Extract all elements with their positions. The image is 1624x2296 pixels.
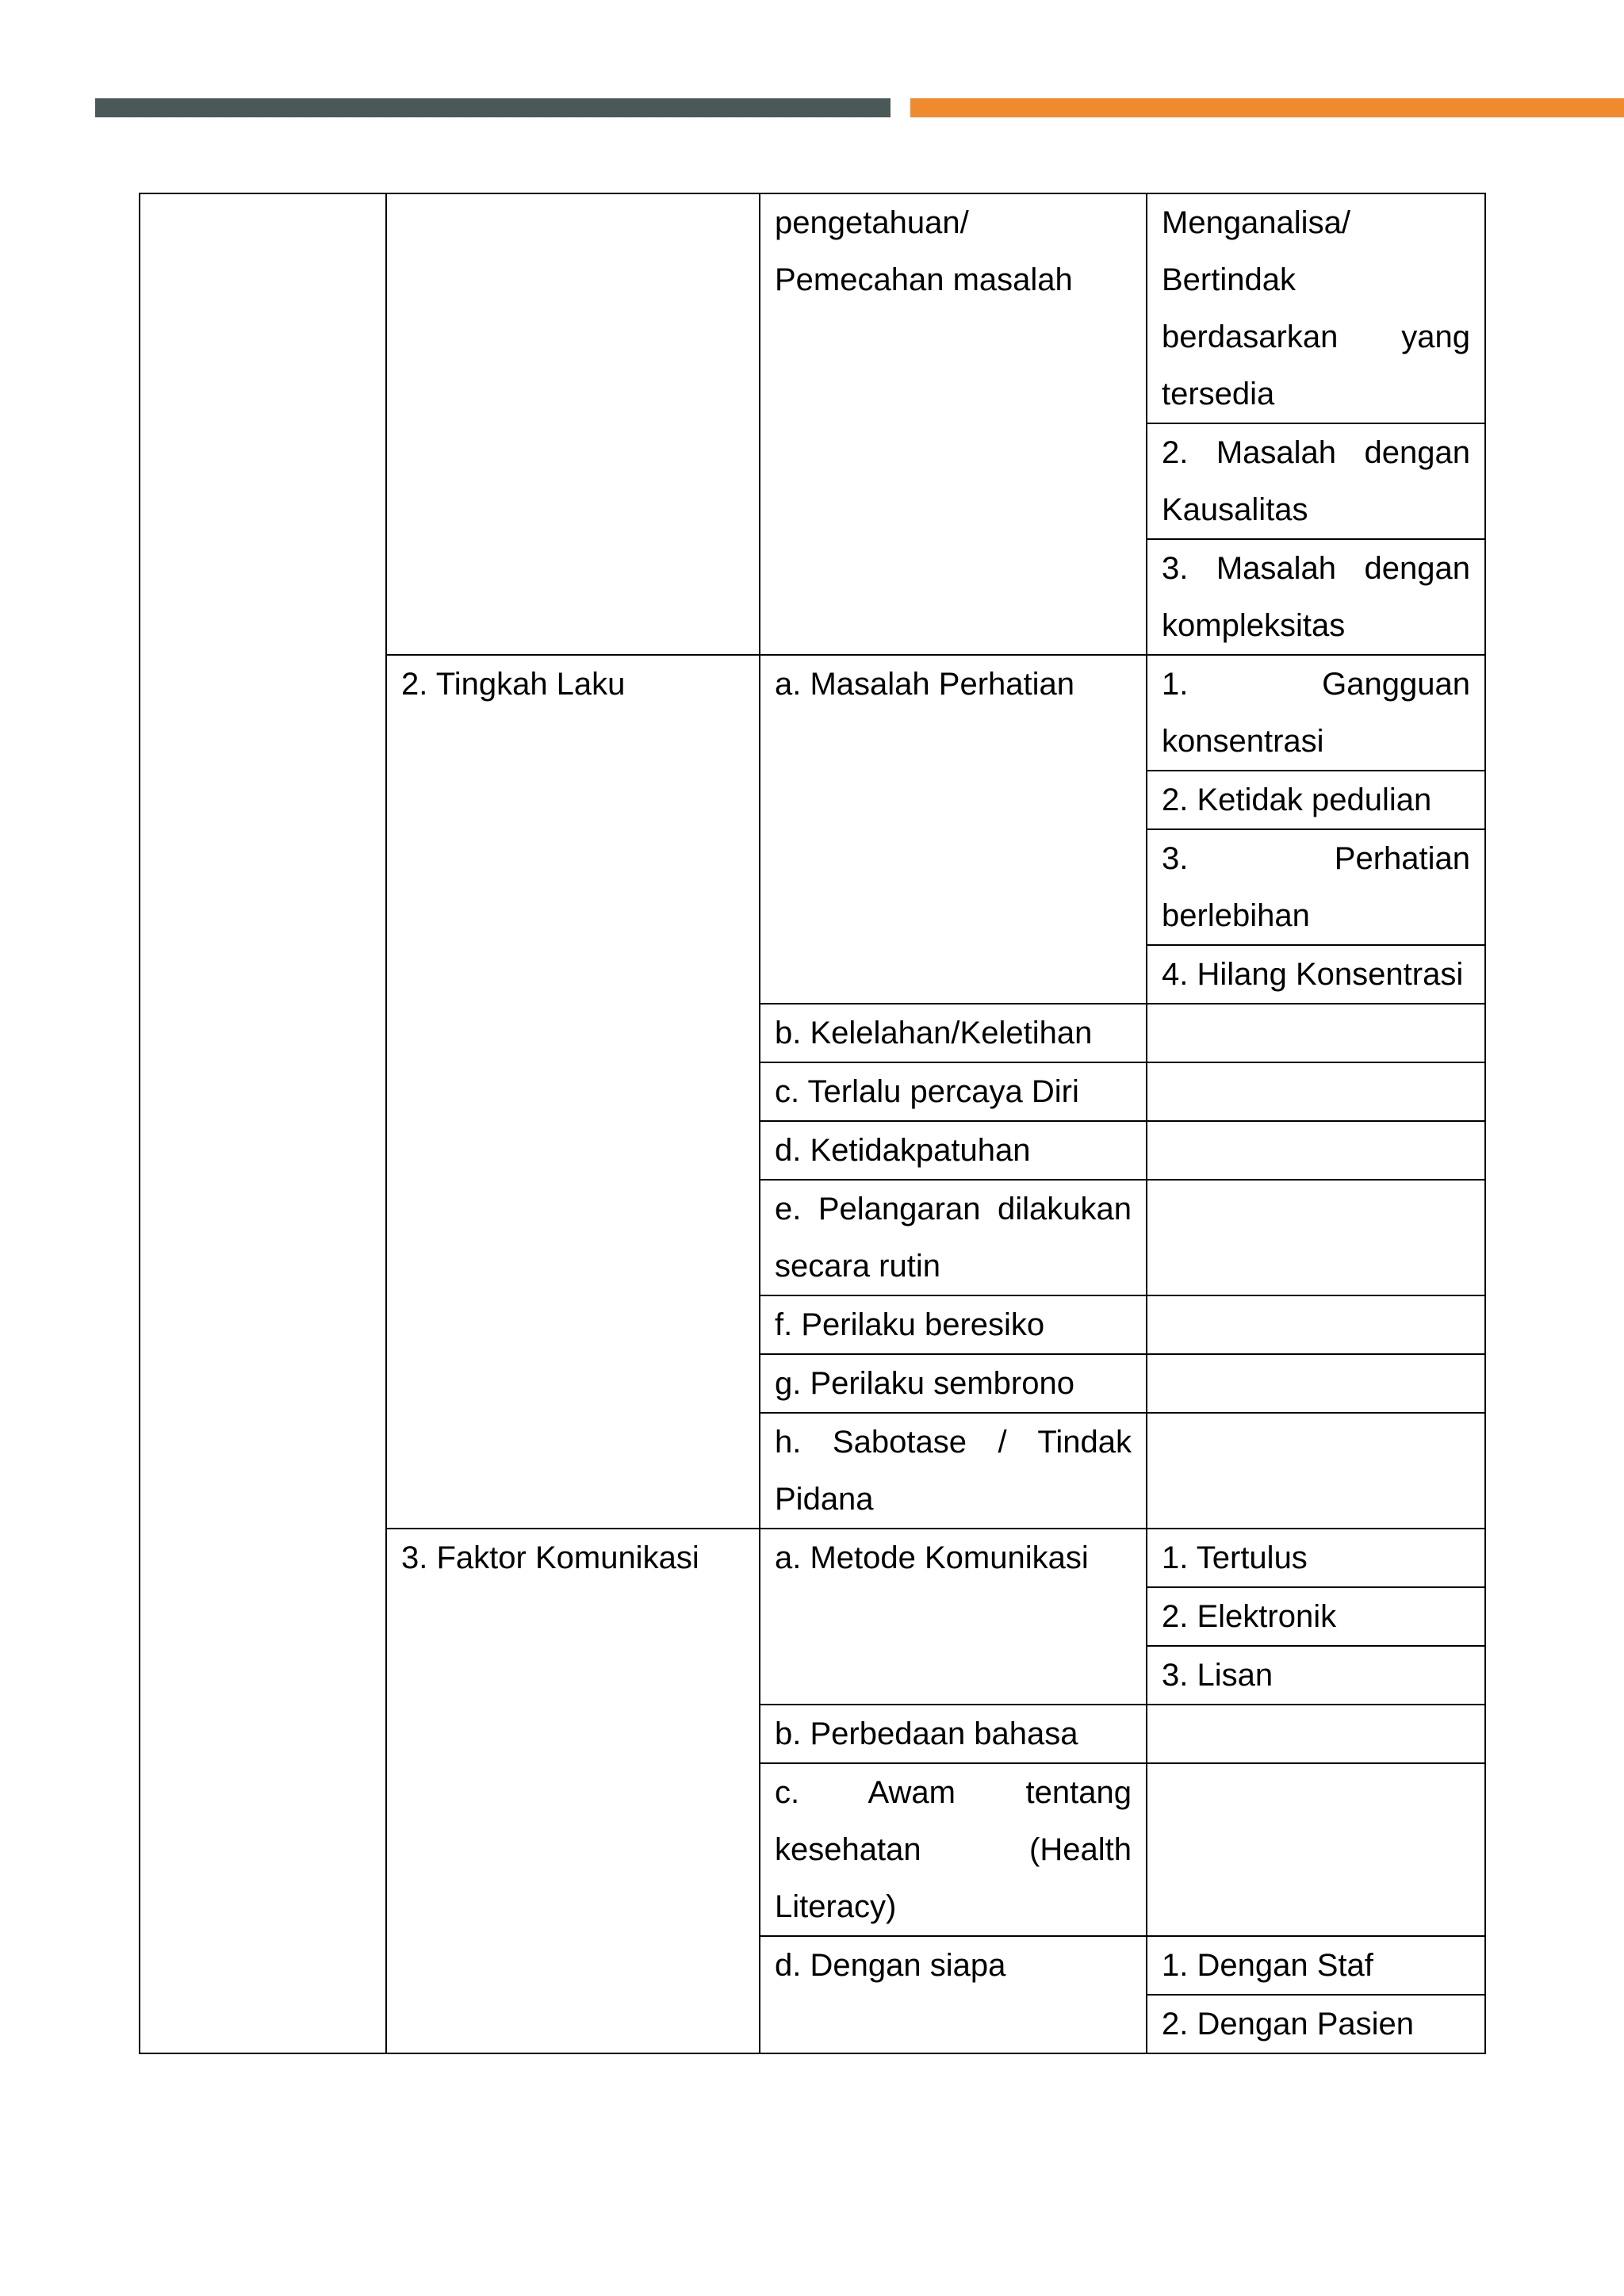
subfactor-cell: g. Perilaku sembrono (760, 1354, 1147, 1413)
detail-cell: 3. Lisan (1147, 1646, 1485, 1705)
detail-cell: 3. Masalah dengan kompleksitas (1147, 539, 1485, 655)
subfactor-cell (760, 193, 1147, 655)
detail-cell: 2. Elektronik (1147, 1587, 1485, 1646)
table-row (140, 193, 1485, 423)
factor-table (139, 193, 1486, 2054)
subfactor-cell: b. Kelelahan/Keletihan (760, 1004, 1147, 1062)
detail-cell-empty (1147, 1295, 1485, 1354)
subfactor-cell: c. Terlalu percaya Diri (760, 1062, 1147, 1121)
detail-cell: 2. Masalah dengan Kausalitas (1147, 423, 1485, 539)
detail-cell: 1. Gangguan konsentrasi (1147, 655, 1485, 771)
header-bar-dark (95, 98, 891, 117)
detail-cell: Menganalisa/ Bertindak berdasarkan yang tersedia (1147, 193, 1485, 423)
detail-cell-empty (1147, 1004, 1485, 1062)
subfactor-cell: b. Perbedaan bahasa (760, 1705, 1147, 1763)
detail-cell: 2. Ketidak pedulian (1147, 771, 1485, 829)
subfactor-cell: c. Awam tentang kesehatan (Health Literacy) (760, 1763, 1147, 1936)
subfactor-cell: h. Sabotase / Tindak Pidana (760, 1413, 1147, 1529)
subfactor-cell: a. Metode Komunikasi (760, 1529, 1147, 1705)
subfactor-line: Pemecahan masalah (775, 262, 1073, 297)
detail-cell-empty (1147, 1354, 1485, 1413)
detail-cell: 1. Dengan Staf (1147, 1936, 1485, 1995)
subfactor-cell: d. Ketidakpatuhan (760, 1121, 1147, 1180)
category-cell-empty (140, 193, 386, 2053)
subfactor-cell: f. Perilaku beresiko (760, 1295, 1147, 1354)
detail-cell-empty (1147, 1763, 1485, 1936)
detail-cell: 4. Hilang Konsentrasi (1147, 945, 1485, 1004)
detail-cell: 3. Perhatian berlebihan (1147, 829, 1485, 945)
detail-cell-empty (1147, 1413, 1485, 1529)
detail-cell: 2. Dengan Pasien (1147, 1995, 1485, 2053)
factor-cell: 3. Faktor Komunikasi (386, 1529, 760, 2053)
header-bar-orange (910, 98, 1624, 117)
factor-cell-empty (386, 193, 760, 655)
subfactor-cell: a. Masalah Perhatian (760, 655, 1147, 1004)
detail-cell-empty (1147, 1705, 1485, 1763)
subfactor-cell: d. Dengan siapa (760, 1936, 1147, 2053)
subfactor-line: pengetahuan/ (775, 205, 969, 240)
detail-cell-empty (1147, 1062, 1485, 1121)
detail-cell-empty (1147, 1121, 1485, 1180)
subfactor-cell: e. Pelangaran dilakukan secara rutin (760, 1180, 1147, 1295)
factor-cell: 2. Tingkah Laku (386, 655, 760, 1529)
detail-cell: 1. Tertulus (1147, 1529, 1485, 1587)
detail-cell-empty (1147, 1180, 1485, 1295)
